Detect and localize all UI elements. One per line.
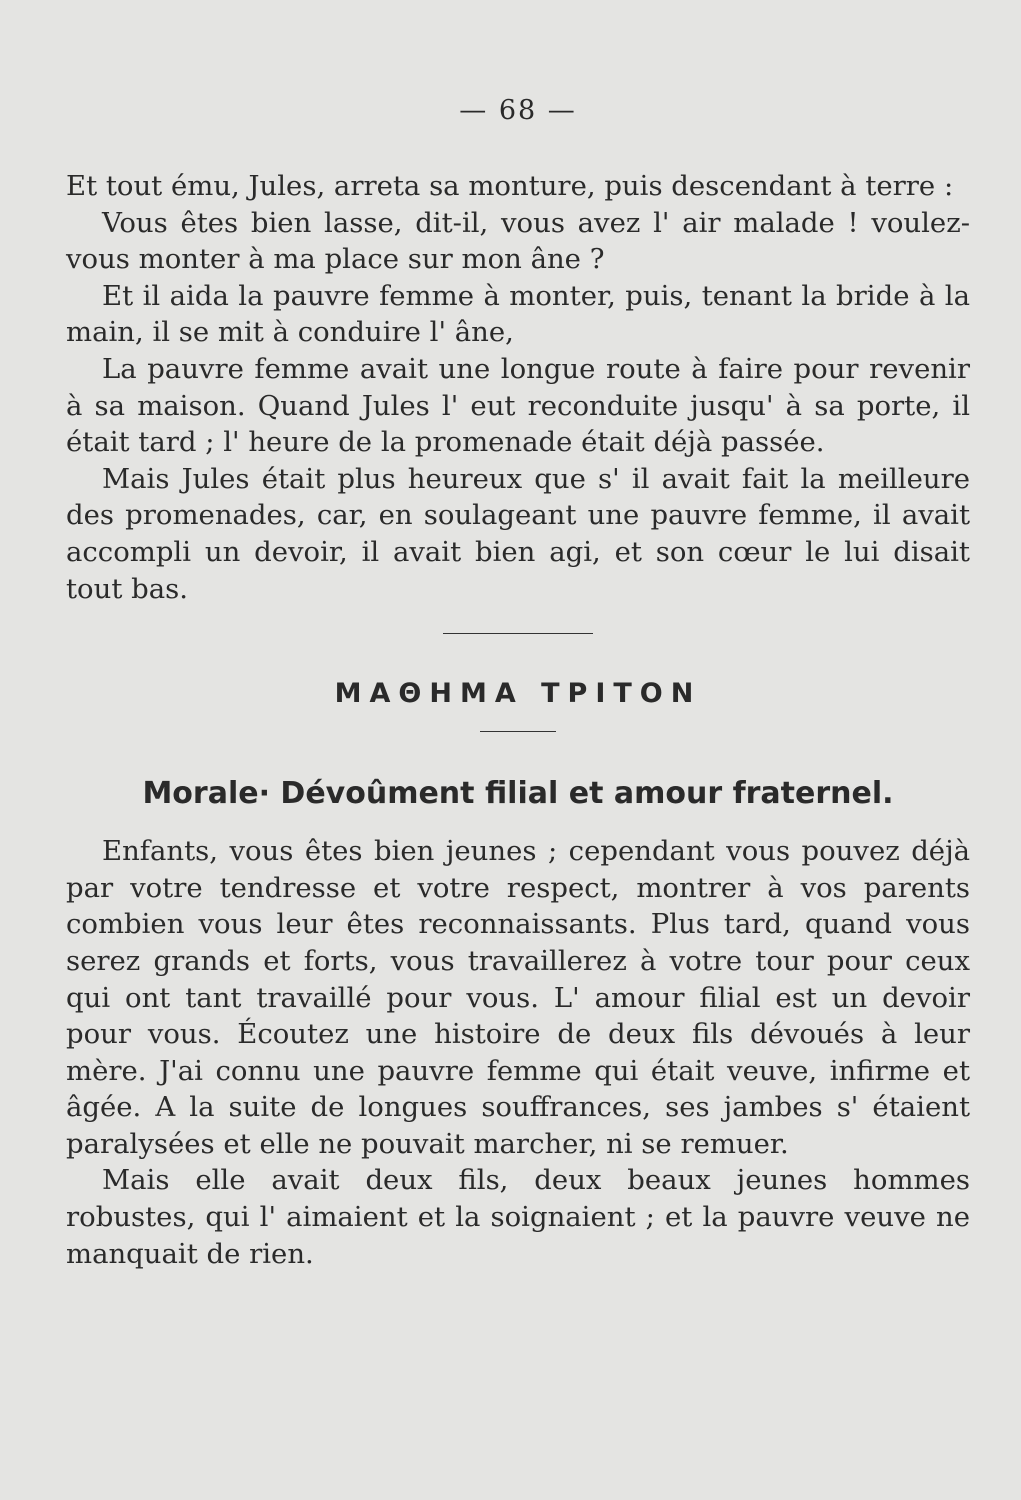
paragraph: Et il aida la pauvre femme à monter, puis, tenant la bride à la main, il se mit à conduire l' âne,	[66, 279, 970, 349]
book-page	[66, 95, 970, 1272]
paragraph: Mais Jules était plus heureux que s' il avait fait la meilleure des promenades, car, en soulageant une pauvre femme, il avait accompli un devoir, il avait bien agi, et son cœur le lui disait tout bas.	[66, 462, 970, 605]
page-number: — 68 —	[459, 95, 577, 126]
divider	[443, 633, 593, 634]
paragraph: Enfants, vous êtes bien jeunes ; cependant vous pouvez déjà par votre tendresse et votre respect, montrer à vos parents combien vous leur êtes reconnaissants. Plus tard, quand vous serez grands et forts, vous travaillerez à votre tour pour ceux qui ont tant travaillé pour vous. L' amour filial est un devoir pour vous. Écoutez une histoire de deux fils dévoués à leur mère. J'ai connu une pauvre femme qui était veuve, infirme et âgée. A la suite de longues souffrances, ses jambes s' étaient paralysées et elle ne pouvait marcher, ni se remuer.	[66, 835, 970, 1160]
paragraph: Mais elle avait deux fils, deux beaux jeunes hommes robustes, qui l' aimaient et la soignaient ; et la pauvre veuve ne manquait de rien.	[66, 1164, 970, 1270]
section-heading: Morale· Dévoûment filial et amour fraternel.	[142, 776, 894, 812]
paragraph: Vous êtes bien lasse, dit-il, vous avez l' air malade ! voulez-vous monter à ma place sur mon âne ?	[66, 206, 970, 276]
divider	[480, 731, 556, 732]
lesson-title: ΜΑΘΗΜΑ ΤΡΙΤΟΝ	[334, 678, 702, 710]
paragraph: Et tout ému, Jules, arreta sa monture, puis descendant à terre :	[66, 170, 954, 202]
paragraph: La pauvre femme avait une longue route à faire pour revenir à sa maison. Quand Jules l' eut reconduite jusqu' à sa porte, il était tard ; l' heure de la promenade était déjà passée.	[66, 352, 970, 459]
